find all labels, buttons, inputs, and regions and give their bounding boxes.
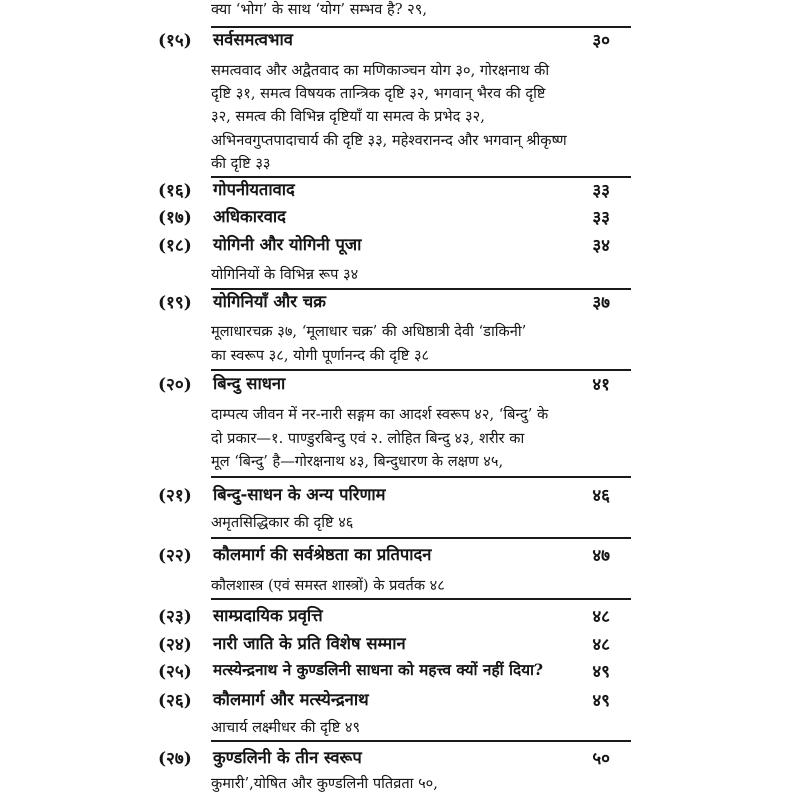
entry-title[interactable]: योगिनियाँ और चक्र xyxy=(213,292,326,311)
section-divider xyxy=(211,537,631,539)
entry-number: (२५) xyxy=(158,662,192,682)
entry-page: ४८ xyxy=(592,635,610,655)
subitem-line: दाम्पत्य जीवन में नर-नारी सङ्गम का आदर्श स्वरूप ४२, ‘बिन्दु’ के xyxy=(211,406,549,423)
entry-page: ५० xyxy=(592,749,610,769)
subitem-line: की दृष्टि ३३ xyxy=(211,155,271,172)
entry-title[interactable]: सर्वसमत्वभाव xyxy=(213,30,293,49)
subitem-line: योगिनियों के विभिन्न रूप ३४ xyxy=(211,266,359,283)
entry-page: ४७ xyxy=(592,546,610,566)
entry-title[interactable]: साम्प्रदायिक प्रवृत्ति xyxy=(213,606,323,625)
subitem-line: आचार्य लक्ष्मीधर की दृष्टि ४९ xyxy=(211,719,361,736)
entry-page: ४१ xyxy=(592,375,610,395)
entry-number: (२१) xyxy=(158,486,192,506)
entry-title[interactable]: योगिनी और योगिनी पूजा xyxy=(213,235,362,254)
entry-number: (२७) xyxy=(158,749,192,769)
section-divider xyxy=(211,740,631,742)
subitem-line: दो प्रकार—१. पाण्डुरबिन्दु एवं २. लोहित बिन्दु ४३, शरीर का xyxy=(211,430,525,447)
subitem-line: का स्वरूप ३८, योगी पूर्णानन्द की दृष्टि ३८ xyxy=(211,347,430,364)
entry-title[interactable]: कौलमार्ग और मत्स्येन्द्रनाथ xyxy=(213,690,369,709)
entry-number: (२०) xyxy=(158,375,192,395)
entry-title[interactable]: नारी जाति के प्रति विशेष सम्मान xyxy=(213,634,406,653)
entry-page: ३७ xyxy=(592,293,610,313)
entry-title[interactable]: कुण्डलिनी के तीन स्वरूप xyxy=(213,748,362,767)
entry-page: ३४ xyxy=(592,236,610,256)
entry-number: (२२) xyxy=(158,546,192,566)
entry-number: (१९) xyxy=(158,293,192,313)
entry-number: (२६) xyxy=(158,691,192,711)
section-divider xyxy=(211,26,631,28)
entry-number: (१८) xyxy=(158,236,192,256)
entry-title[interactable]: बिन्दु साधना xyxy=(213,374,286,393)
section-divider xyxy=(211,598,631,600)
entry-title[interactable]: मत्स्येन्द्रनाथ ने कुण्डलिनी साधना को महत्त्व क्यों नहीं दिया? xyxy=(213,661,544,679)
entry-page: ४८ xyxy=(592,607,610,627)
entry-page: ४६ xyxy=(592,486,610,506)
section-divider xyxy=(211,369,631,371)
section-divider xyxy=(211,476,631,478)
entry-page: ३३ xyxy=(592,181,610,201)
entry-page: ३० xyxy=(592,31,610,51)
entry-number: (२४) xyxy=(158,635,192,655)
entry-number: (२३) xyxy=(158,607,192,627)
subitem-line: अभिनवगुप्तपादाचार्य की दृष्टि ३३, महेश्वरानन्द और भगवान् श्रीकृष्ण xyxy=(211,132,567,149)
entry-number: (१६) xyxy=(158,181,192,201)
entry-page: ४९ xyxy=(592,662,610,682)
entry-page: ४९ xyxy=(592,691,610,711)
section-divider xyxy=(211,176,631,178)
section-divider xyxy=(211,288,631,290)
subitem-line: कुमारी’,योषित और कुण्डलिनी पतिव्रता ५०, xyxy=(211,775,438,792)
subitem-line: मूल ‘बिन्दु’ है—गोरक्षनाथ ४३, बिन्दुधारण के लक्षण ४५, xyxy=(211,453,504,470)
subitem-line: ३२, समत्व की विभिन्न दृष्टियाँ या समत्व के प्रभेद ३२, xyxy=(211,108,485,125)
entry-number: (१७) xyxy=(158,208,192,228)
entry-title[interactable]: बिन्दु-साधन के अन्य परिणाम xyxy=(213,485,386,504)
subitem-line: समत्ववाद और अद्वैतवाद का मणिकाञ्चन योग ३०, गोरक्षनाथ की xyxy=(211,62,550,79)
subitem-line: अमृतसिद्धिकार की दृष्टि ४६ xyxy=(211,514,354,531)
entry-title[interactable]: गोपनीयतावाद xyxy=(213,180,295,199)
subitem-line: मूलाधारचक्र ३७, ‘मूलाधार चक्र’ की अधिष्ठात्री देवी ‘डाकिनी’ xyxy=(211,323,527,340)
entry-title[interactable]: अधिकारवाद xyxy=(213,207,286,226)
subitem-line: कौलशास्त्र (एवं समस्त शास्त्रों) के प्रवर्तक ४८ xyxy=(211,577,445,594)
entry-number: (१५) xyxy=(158,31,192,51)
preface-line: क्या ‘भोग’ के साथ ‘योग’ सम्भव है? २९, xyxy=(211,1,427,18)
subitem-line: दृष्टि ३१, समत्व विषयक तान्त्रिक दृष्टि ३२, भगवान् भैरव की दृष्टि xyxy=(211,85,546,102)
entry-page: ३३ xyxy=(592,208,610,228)
entry-title[interactable]: कौलमार्ग की सर्वश्रेष्ठता का प्रतिपादन xyxy=(213,545,432,564)
